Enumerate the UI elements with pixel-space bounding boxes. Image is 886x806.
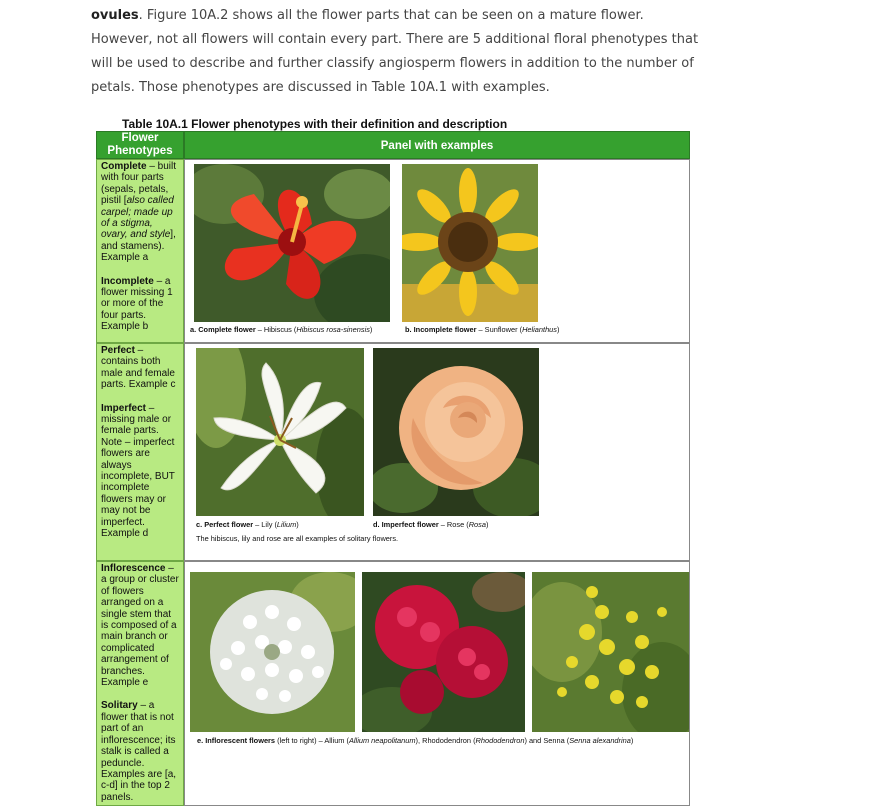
table-header-row <box>96 131 690 159</box>
caption-e: e. Inflorescent flowers (left to right) – Allium (Allium neapolitanum), Rhododendron (Rhododendron) and Senna (Senna alexandrina) <box>197 736 634 745</box>
table-title: Table 10A.1 Flower phenotypes with their definition and description <box>122 117 508 131</box>
panel-cell-row2 <box>184 343 690 561</box>
phenotype-cell-inflorescence-solitary <box>96 561 184 806</box>
intro-text: . Figure 10A.2 shows all the flower parts that can be seen on a mature flower. However, not all flowers will contain every part. There are 5 additional floral phenotypes that will be used to describe and further classify angiosperm flowers in addition to the number of petals. Those phenotypes are discussed in Table 10A.1 with examples. <box>91 8 699 95</box>
allium-photo <box>190 572 355 732</box>
hibiscus-photo <box>194 164 390 322</box>
senna-photo <box>532 572 689 732</box>
entry-imperfect: Imperfect – missing male or female parts. Note – imperfect flowers are always incomplete, BUT incomplete flowers may or may not be imperfect. Example d <box>101 402 175 540</box>
intro-bold-word: ovules <box>91 8 139 23</box>
entry-complete: Complete – built with four parts (sepals, petals, pistil [also called carpel; made up of a stigma, ovary, and style], and stamens). Example a <box>101 161 177 264</box>
lily-photo <box>196 348 364 516</box>
panel-cell-row3 <box>184 561 690 806</box>
header-panel-examples: Panel with examples <box>184 131 690 159</box>
panel-cell-row1 <box>184 159 690 343</box>
rose-photo <box>373 348 539 516</box>
phenotype-cell-perfect-imperfect <box>96 343 184 561</box>
entry-inflorescence: Inflorescence – a group or cluster of flowers arranged on a single stem that is composed of a main branch or complicated arrangement of branches. Example e <box>101 563 179 689</box>
caption-c: c. Perfect flower – Lily (Lilium) <box>196 520 299 529</box>
solitary-flowers-note: The hibiscus, lily and rose are all examples of solitary flowers. <box>196 534 399 543</box>
intro-paragraph <box>91 4 701 100</box>
sunflower-photo <box>402 164 538 322</box>
rhododendron-photo <box>362 572 525 732</box>
entry-solitary: Solitary – a flower that is not part of an inflorescence; its stalk is called a peduncle. Examples are [a, c-d] in the top 2 panels. <box>101 700 177 803</box>
entry-perfect: Perfect – contains both male and female parts. Example c <box>101 345 176 391</box>
caption-b: b. Incomplete flower – Sunflower (Helianthus) <box>405 325 560 334</box>
header-flower-phenotypes: Flower Phenotypes <box>96 131 184 159</box>
entry-incomplete: Incomplete – a flower missing 1 or more of the four parts. Example b <box>101 275 173 333</box>
phenotype-cell-complete-incomplete <box>96 159 184 343</box>
caption-a: a. Complete flower – Hibiscus (Hibiscus rosa-sinensis) <box>190 325 373 334</box>
caption-d: d. Imperfect flower – Rose (Rosa) <box>373 520 489 529</box>
